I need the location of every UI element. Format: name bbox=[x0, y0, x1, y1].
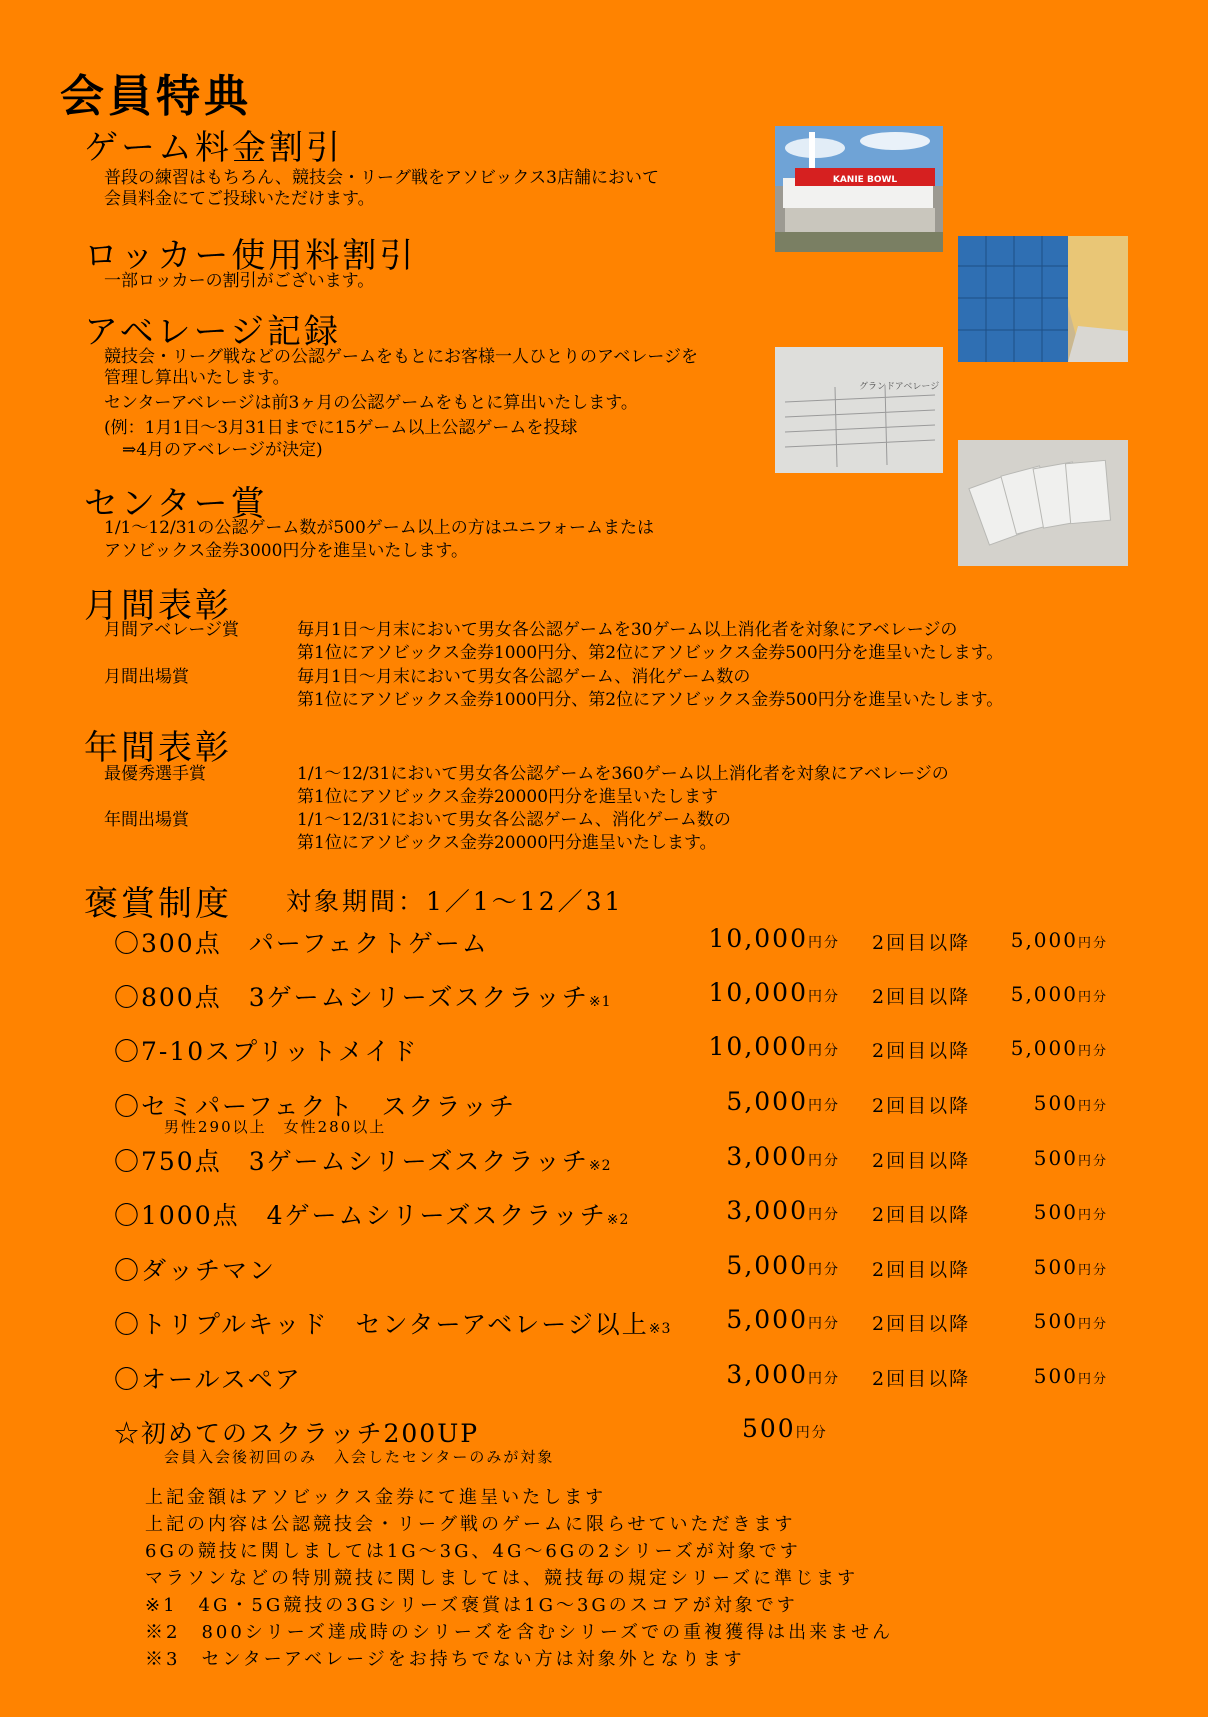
footnote-line: マラソンなどの特別競技に関しましては、競技毎の規定シリーズに準じます bbox=[145, 1568, 859, 1589]
game-discount-line-2: 会員料金にてご投球いただけます。 bbox=[104, 189, 375, 209]
prize-row-amount: 3,000円分 bbox=[726, 1196, 840, 1225]
prize-row-amount: 3,000円分 bbox=[726, 1142, 840, 1171]
prize-row-amount: 3,000円分 bbox=[726, 1360, 840, 1389]
prize-row-label: 〇7-10スプリットメイド bbox=[114, 1037, 419, 1066]
bowling-center-photo bbox=[775, 126, 943, 252]
prize-row-repeat-label: 2回目以降 bbox=[872, 932, 971, 954]
prize-row-label: 〇800点 3ゲームシリーズスクラッチ※1 bbox=[114, 983, 612, 1012]
first-scratch-condition: 会員入会後初回のみ 入会したセンターのみが対象 bbox=[164, 1448, 555, 1466]
prize-row-amount: 5,000円分 bbox=[726, 1251, 840, 1280]
game-discount-line-1: 普段の練習はもちろん、競技会・リーグ戦をアソビックス3店舗において bbox=[104, 168, 659, 188]
section-heading-monthly: 月間表彰 bbox=[84, 586, 232, 626]
section-heading-annual: 年間表彰 bbox=[84, 728, 232, 768]
prize-row-repeat-label: 2回目以降 bbox=[872, 1259, 971, 1281]
page-title: 会員特典 bbox=[60, 71, 252, 122]
section-heading-locker: ロッカー使用料割引 bbox=[84, 236, 417, 276]
prize-period: 対象期間：1／1～12／31 bbox=[286, 887, 624, 916]
prize-row-label: 〇300点 パーフェクトゲーム bbox=[114, 929, 489, 958]
prize-row-repeat-amount: 500円分 bbox=[1033, 1146, 1108, 1170]
annual-item-label: 最優秀選手賞 bbox=[104, 764, 206, 784]
prize-row-repeat-label: 2回目以降 bbox=[872, 1150, 971, 1172]
monthly-item-line: 第1位にアソビックス金券1000円分、第2位にアソビックス金券500円分を進呈いたします。 bbox=[297, 643, 1004, 663]
footnote-line: 6Gの競技に関しましては1G～3G、4G～6Gの2シリーズが対象です bbox=[145, 1541, 801, 1562]
footnotes bbox=[145, 1484, 893, 1673]
prize-row-repeat-label: 2回目以降 bbox=[872, 1040, 971, 1062]
prize-row-amount: 10,000円分 bbox=[708, 1032, 840, 1061]
annual-item-line: 1/1～12/31において男女各公認ゲームを360ゲーム以上消化者を対象にアベレージの bbox=[297, 764, 949, 784]
prize-row-repeat-label: 2回目以降 bbox=[872, 986, 971, 1008]
monthly-item-line: 第1位にアソビックス金券1000円分、第2位にアソビックス金券500円分を進呈いたします。 bbox=[297, 690, 1004, 710]
prize-row-amount: 10,000円分 bbox=[708, 924, 840, 953]
footnote-line: ※3 センターアベレージをお持ちでない方は対象外となります bbox=[145, 1649, 745, 1670]
first-scratch-label: ☆初めてのスクラッチ200UP bbox=[114, 1419, 480, 1448]
prize-row-repeat-label: 2回目以降 bbox=[872, 1204, 971, 1226]
average-line-4: (例：1月1日～3月31日までに15ゲーム以上公認ゲームを投球 bbox=[104, 418, 578, 438]
annual-item-line: 第1位にアソビックス金券20000円分進呈いたします。 bbox=[297, 833, 717, 853]
prize-row-repeat-amount: 500円分 bbox=[1033, 1200, 1108, 1224]
prize-row-repeat-amount: 500円分 bbox=[1033, 1255, 1108, 1279]
monthly-item-label: 月間出場賞 bbox=[104, 667, 189, 687]
prize-row-repeat-amount: 500円分 bbox=[1033, 1364, 1108, 1388]
prize-row-label: 〇セミパーフェクト スクラッチ bbox=[114, 1092, 517, 1121]
section-heading-prize: 褒賞制度 bbox=[84, 884, 232, 924]
prize-row-label: 〇トリプルキッド センターアベレージ以上※3 bbox=[114, 1310, 672, 1339]
footnote-line: ※2 800シリーズ達成時のシリーズを含むシリーズでの重複獲得は出来ません bbox=[145, 1622, 894, 1643]
annual-item-line: 第1位にアソビックス金券20000円分を進呈いたします bbox=[297, 787, 719, 807]
prize-row-label: 〇1000点 4ゲームシリーズスクラッチ※2 bbox=[114, 1201, 630, 1230]
average-line-3: センターアベレージは前3ヶ月の公認ゲームをもとに算出いたします。 bbox=[104, 393, 638, 413]
sheet-title-text: グランドアベレージ bbox=[859, 382, 940, 392]
average-sheet-photo bbox=[775, 347, 943, 473]
footnote-line: ※1 4G・5G競技の3Gシリーズ褒賞は1G～3Gのスコアが対象です bbox=[145, 1595, 798, 1616]
monthly-item-line: 毎月1日～月末において男女各公認ゲーム、消化ゲーム数の bbox=[297, 667, 751, 687]
prize-row-label: 〇ダッチマン bbox=[114, 1256, 277, 1285]
section-heading-average: アベレージ記録 bbox=[84, 312, 341, 352]
prize-row-repeat-label: 2回目以降 bbox=[872, 1313, 971, 1335]
average-line-5: ⇒4月のアベレージが決定) bbox=[122, 440, 323, 460]
annual-item-line: 1/1～12/31において男女各公認ゲーム、消化ゲーム数の bbox=[297, 810, 731, 830]
prize-row-label: 〇オールスペア bbox=[114, 1365, 302, 1394]
prize-row-repeat-amount: 500円分 bbox=[1033, 1091, 1108, 1115]
locker-line-1: 一部ロッカーの割引がございます。 bbox=[104, 271, 375, 291]
prize-row-repeat-label: 2回目以降 bbox=[872, 1368, 971, 1390]
center-award-line-1: 1/1～12/31の公認ゲーム数が500ゲーム以上の方はユニフォームまたは bbox=[104, 518, 654, 538]
prize-row-amount: 10,000円分 bbox=[708, 978, 840, 1007]
footnote-line: 上記金額はアソビックス金券にて進呈いたします bbox=[145, 1487, 607, 1508]
prize-row-repeat-amount: 500円分 bbox=[1033, 1309, 1108, 1333]
semi-perfect-condition: 男性290以上 女性280以上 bbox=[164, 1118, 387, 1136]
bowl-sign-text: KANIE BOWL bbox=[832, 175, 898, 185]
prize-row-amount: 5,000円分 bbox=[726, 1305, 840, 1334]
footnote-line: 上記の内容は公認競技会・リーグ戦のゲームに限らせていただきます bbox=[145, 1514, 796, 1535]
prize-row-label: 〇750点 3ゲームシリーズスクラッチ※2 bbox=[114, 1147, 612, 1176]
section-heading-center-award: センター賞 bbox=[84, 484, 268, 524]
prize-row-repeat-amount: 5,000円分 bbox=[1010, 982, 1108, 1006]
locker-room-photo bbox=[958, 236, 1128, 362]
center-award-line-2: アソビックス金券3000円分を進呈いたします。 bbox=[104, 541, 469, 561]
vouchers-photo bbox=[958, 440, 1128, 566]
section-heading-game-discount: ゲーム料金割引 bbox=[84, 128, 343, 168]
prize-row-repeat-amount: 5,000円分 bbox=[1010, 1036, 1108, 1060]
average-line-2: 管理し算出いたします。 bbox=[104, 368, 290, 388]
first-scratch-amount: 500円分 bbox=[742, 1414, 828, 1443]
annual-item-label: 年間出場賞 bbox=[104, 810, 189, 830]
prize-row-repeat-amount: 5,000円分 bbox=[1010, 928, 1108, 952]
prize-row-repeat-label: 2回目以降 bbox=[872, 1095, 971, 1117]
prize-row-amount: 5,000円分 bbox=[726, 1087, 840, 1116]
monthly-item-line: 毎月1日～月末において男女各公認ゲームを30ゲーム以上消化者を対象にアベレージの bbox=[297, 620, 958, 640]
average-line-1: 競技会・リーグ戦などの公認ゲームをもとにお客様一人ひとりのアベレージを bbox=[104, 347, 698, 367]
monthly-item-label: 月間アベレージ賞 bbox=[104, 620, 239, 640]
